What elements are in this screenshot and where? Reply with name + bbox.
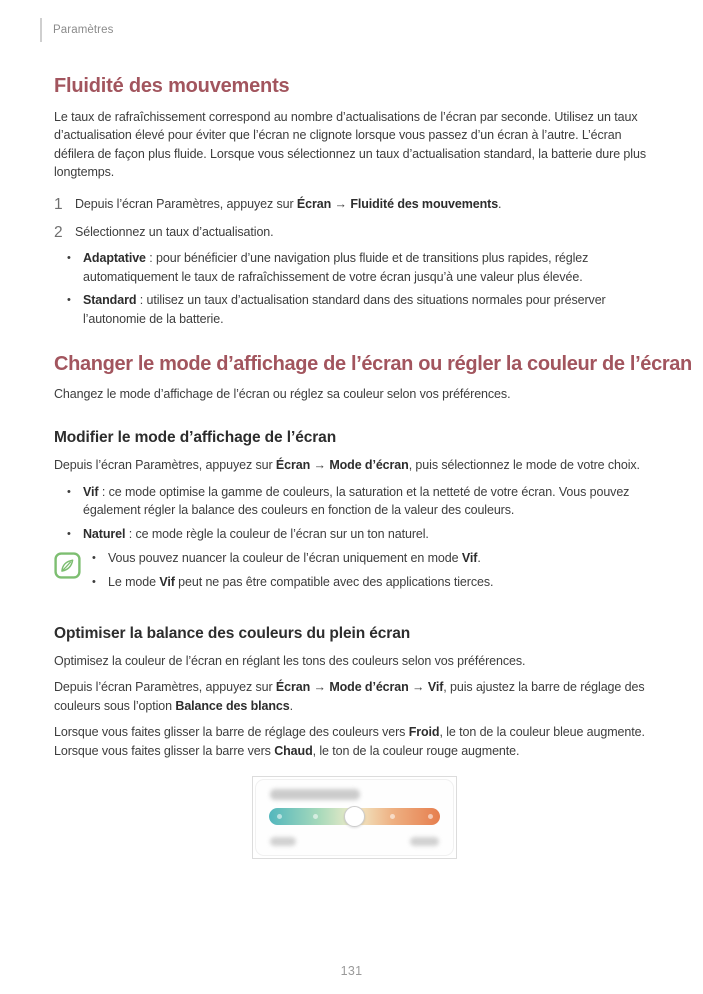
paragraph-motion-intro: Le taux de rafraîchissement correspond au nombre d’actualisations de l’écran par seconde. Utilisez un taux d’actualisation élevé pour éviter que l’écran ne clignote lorsque vous passez d’un écran à l’autre. L’écran défilera de façon plus fluide. Lorsque vous sélectionnez un taux d’actualisation standard, la batterie dure plus longtemps. xyxy=(54,110,646,180)
bullet-text-standard: Standard : utilisez un taux d’actualisation standard dans des situations normales pour préserver l’autonomie de la batterie. xyxy=(83,293,606,326)
section-title-screen-mode: Changer le mode d’affichage de l’écran ou régler la couleur de l’écran xyxy=(54,353,692,376)
note-item-list xyxy=(92,549,654,596)
blurred-title-placeholder xyxy=(270,789,360,800)
paragraph-modify-intro: Depuis l’écran Paramètres, appuyez sur Écran → Mode d’écran, puis sélectionnez le mode de votre choix. xyxy=(54,458,640,473)
step-list xyxy=(54,195,654,242)
white-balance-figure xyxy=(252,776,457,859)
note-text-2: Le mode Vif peut ne pas être compatible avec des applications tierces. xyxy=(108,574,494,589)
slider-tick-dot xyxy=(390,814,395,819)
bullet-item-standard xyxy=(67,291,654,328)
bullet-marker: • xyxy=(67,527,71,540)
subsection-title-modify-screen-mode: Modifier le mode d’affichage de l’écran xyxy=(54,429,337,447)
step-item-2 xyxy=(54,223,654,241)
bullet-item-vif xyxy=(67,483,654,520)
paragraph-balance-p3: Lorsque vous faites glisser la barre de réglage des couleurs vers Froid, le ton de la couleur bleue augmente. Lorsque vous faites glisser la barre vers Chaud, le ton de la couleur rouge augmente. xyxy=(54,725,645,758)
section-title-motion-smoothness: Fluidité des mouvements xyxy=(54,75,290,97)
paragraph-balance-p1: Optimisez la couleur de l’écran en réglant les tons des couleurs selon vos préférences. xyxy=(54,653,526,668)
note-text-1: Vous pouvez nuancer la couleur de l’écran uniquement en mode Vif. xyxy=(108,551,481,566)
bullet-text-adaptative: Adaptative : pour bénéficier d’une navigation plus fluide et de transitions plus rapides, réglez automatiquement le taux de rafraîchissement de votre écran jusqu’à une valeur plus élevée. xyxy=(83,251,589,284)
slider-thumb xyxy=(344,806,365,827)
note-block xyxy=(54,549,654,596)
step-number-2: 2 xyxy=(54,224,63,242)
breadcrumb xyxy=(40,18,703,42)
bullet-marker: • xyxy=(67,485,71,498)
bullet-text-naturel: Naturel : ce mode règle la couleur de l’écran sur un ton naturel. xyxy=(83,526,429,541)
slider-tick-dot xyxy=(428,814,433,819)
note-icon xyxy=(54,552,81,584)
bullet-text-vif: Vif : ce mode optimise la gamme de couleurs, la saturation et la netteté de votre écran. Vous pouvez également régler la balance des couleurs en fonction de la valeur des couleurs. xyxy=(83,484,630,518)
blurred-warm-label xyxy=(410,837,439,846)
refresh-rate-option-list xyxy=(67,249,654,328)
note-item-2 xyxy=(92,573,654,591)
bullet-item-adaptative xyxy=(67,249,654,286)
step-item-1 xyxy=(54,195,654,213)
slider-tick-dot xyxy=(277,814,282,819)
bullet-marker: • xyxy=(67,294,71,307)
bullet-marker: • xyxy=(92,575,96,588)
subsection-title-color-balance: Optimiser la balance des couleurs du plein écran xyxy=(54,624,411,642)
blurred-cool-label xyxy=(270,837,296,846)
bullet-item-naturel xyxy=(67,525,654,543)
step-number-1: 1 xyxy=(54,195,63,213)
bullet-marker: • xyxy=(92,552,96,565)
paragraph-screen-mode-intro: Changez le mode d’affichage de l’écran ou réglez sa couleur selon vos préférences. xyxy=(54,387,511,402)
paragraph-balance-p2: Depuis l’écran Paramètres, appuyez sur Écran → Mode d’écran → Vif, puis ajustez la barre de réglage des couleurs sous l’option Balance des blancs. xyxy=(54,680,645,713)
breadcrumb-label: Paramètres xyxy=(53,24,114,36)
screen-mode-option-list xyxy=(67,483,654,543)
step-text-2: Sélectionnez un taux d’actualisation. xyxy=(75,225,274,240)
figure-card xyxy=(255,779,454,856)
slider-tick-dot xyxy=(313,814,318,819)
step-text-1: Depuis l’écran Paramètres, appuyez sur Écran → Fluidité des mouvements. xyxy=(75,196,502,211)
bullet-marker: • xyxy=(67,252,71,265)
note-item-1 xyxy=(92,549,654,567)
page-content xyxy=(54,75,692,859)
page-number: 131 xyxy=(340,964,363,978)
